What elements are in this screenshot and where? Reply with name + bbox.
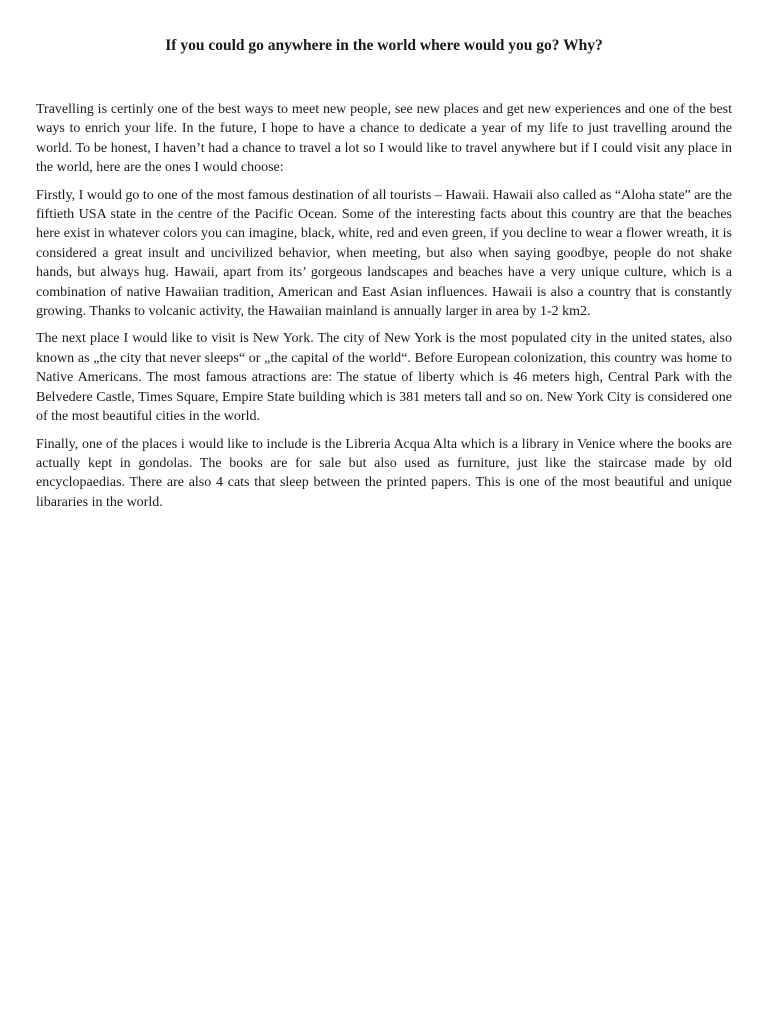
- paragraph-hawaii: Firstly, I would go to one of the most famous destination of all tourists – Hawaii. Hawaii also called as “Aloha state” are the fiftieth USA state in the centre of the Pacific Ocean. Some of the interesting facts about this country are that the beaches here exist in whatever colors you can imagine, black, white, red and even green, if you decline to wear a flower wreath, it is considered a great insult and uncivilized behavior, when meeting, but also when saying goodbye, people do not shake hands, but always hug. Hawaii, apart from its’ gorgeous landscapes and beaches have a very unique culture, which is a combination of native Hawaiian tradition, American and East Asian influences. Hawaii is also a country that is constantly growing. Thanks to volcanic activity, the Hawaiian mainland is annually larger in area by 1-2 km2.: [36, 187, 732, 320]
- paragraph-new-york: The next place I would like to visit is New York. The city of New York is the most populated city in the united states, also known as „the city that never sleeps“ or „the capital of the world“. Before European colonization, this country was home to Native Americans. The most famous atractions are: The statue of liberty which is 46 meters high, Central Park with the Belvedere Castle, Times Square, Empire State building which is 381 meters tall and so on. New York City is considered one of the most beautiful cities in the world.: [36, 331, 732, 425]
- paragraph-intro: Travelling is certinly one of the best ways to meet new people, see new places and get new experiences and one of the best ways to enrich your life. In the future, I hope to have a chance to dedicate a year of my life to just travelling around the world. To be honest, I haven’t had a chance to travel a lot so I would like to travel anywhere but if I could visit any place in the world, here are the ones I would choose:: [36, 102, 732, 176]
- paragraph-venice-library: Finally, one of the places i would like to include is the Libreria Acqua Alta which is a library in Venice where the books are actually kept in gondolas. The books are for sale but also used as furniture, just like the staircase made by old encyclopaedias. There are also 4 cats that sleep between the printed papers. This is one of the most beautiful and unique libararies in the world.: [36, 436, 732, 510]
- document-title: If you could go anywhere in the world where would you go? Why?: [165, 37, 603, 54]
- document-body: [36, 100, 732, 520]
